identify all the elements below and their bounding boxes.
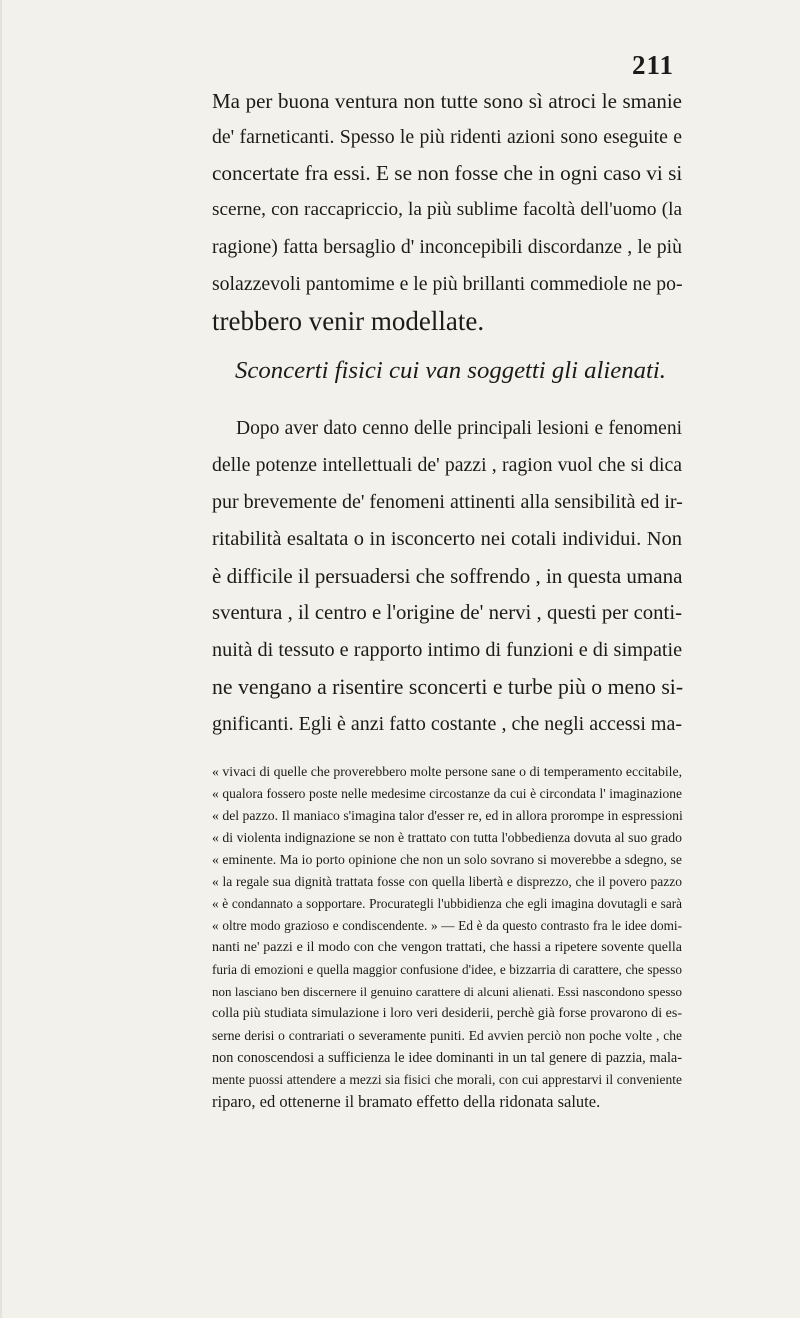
footnote-line: « qualora fossero poste nelle medesime circostanze da cui è circondata l' imaginazione [212,786,682,801]
text-line: sventura , il centro e l'origine de' nervi , questi per conti- [212,602,682,624]
footnote-line: « eminente. Ma io porto opinione che non un solo sovrano si moverebbe a sdegno, se [212,852,682,867]
footnote-line: riparo, ed ottenerne il bramato effetto della ridonata salute. [212,1092,601,1111]
footnote-line: « di violenta indignazione se non è trattato con tutta l'obbedienza dovuta al suo grado [212,830,682,845]
text-line: de' farneticanti. Spesso le più ridenti azioni sono eseguite e [212,126,682,148]
text-line: scerne, con raccapriccio, la più sublime facoltà dell'uomo (la [212,199,682,220]
text-line: pur brevemente de' fenomeni attinenti alla sensibilità ed ir- [212,491,683,513]
text-line: delle potenze intellettuali de' pazzi , ragion vuol che si dica [212,454,682,476]
footnote-line: « oltre modo grazioso e condiscendente. » — Ed è da questo contrasto fra le idee domi- [212,918,682,933]
footnote-line: non lasciano ben discernere il genuino carattere di alcuni alienati. Essi nascondono spesso [212,984,682,999]
text-line: solazzevoli pantomime e le più brillanti commediole ne po- [212,273,683,295]
footnote-line: colla più studiata simulazione i loro veri desiderii, perchè già forse provarono di es- [212,1006,682,1021]
text-line: Dopo aver dato cenno delle principali lesioni e fenomeni [236,418,682,439]
footnote-line: « la regale sua dignità trattata fosse con quella libertà e disprezzo, che il povero pazzo [212,874,682,889]
footnote-line: nanti ne' pazzi e il modo con che vengon trattati, che hassi a ripetere sovente quella [212,940,682,955]
footnote-line: « è condannato a sopportare. Procurategli l'ubbidienza che egli imagina dovutagli e sarà [212,896,682,911]
section-heading: Sconcerti fisici cui van soggetti gli alienati. [235,357,666,384]
text-line: ritabilità esaltata o in isconcerto nei cotali individui. Non [212,528,682,550]
footnote-line: mente puossi attendere a mezzi sia fisici che morali, con cui apprestarvi il conveniente [212,1072,682,1087]
footnote-line: serne derisi o contrariati o severamente puniti. Ed avvien perciò non poche volte , che [212,1028,682,1043]
page-edge-shade [0,0,2,1318]
text-line: Ma per buona ventura non tutte sono sì atroci le smanie [212,89,682,113]
footnote-line: « del pazzo. Il maniaco s'imagina talor d'esser re, ed in allora prorompe in espressioni [212,808,683,823]
text-line: ragione) fatta bersaglio d' inconcepibili discordanze , le più [212,236,682,258]
footnote-line: furia di emozioni e quella maggior confusione d'idee, e bizzarria di carattere, che spesso [212,962,682,977]
text-line: nuità di tessuto e rapporto intimo di funzioni e di simpatie [212,639,683,661]
footnote-line: non conoscendosi a sufficienza le idee dominanti in un tal genere di pazzia, mala- [212,1050,682,1066]
page-number: 211 [632,50,675,80]
text-line: gnificanti. Egli è anzi fatto costante , che negli accessi ma- [212,713,682,735]
text-line: concertate fra essi. E se non fosse che in ogni caso vi si [212,161,683,185]
text-line: è difficile il persuadersi che soffrendo , in questa umana [212,564,683,588]
text-line: ne vengano a risentire sconcerti e turbe più o meno si- [212,675,684,699]
text-line: trebbero venir modellate. [212,306,485,336]
footnote-line: « vivaci di quelle che proverebbero molte persone sane o di temperamento eccitabile, [212,764,682,779]
